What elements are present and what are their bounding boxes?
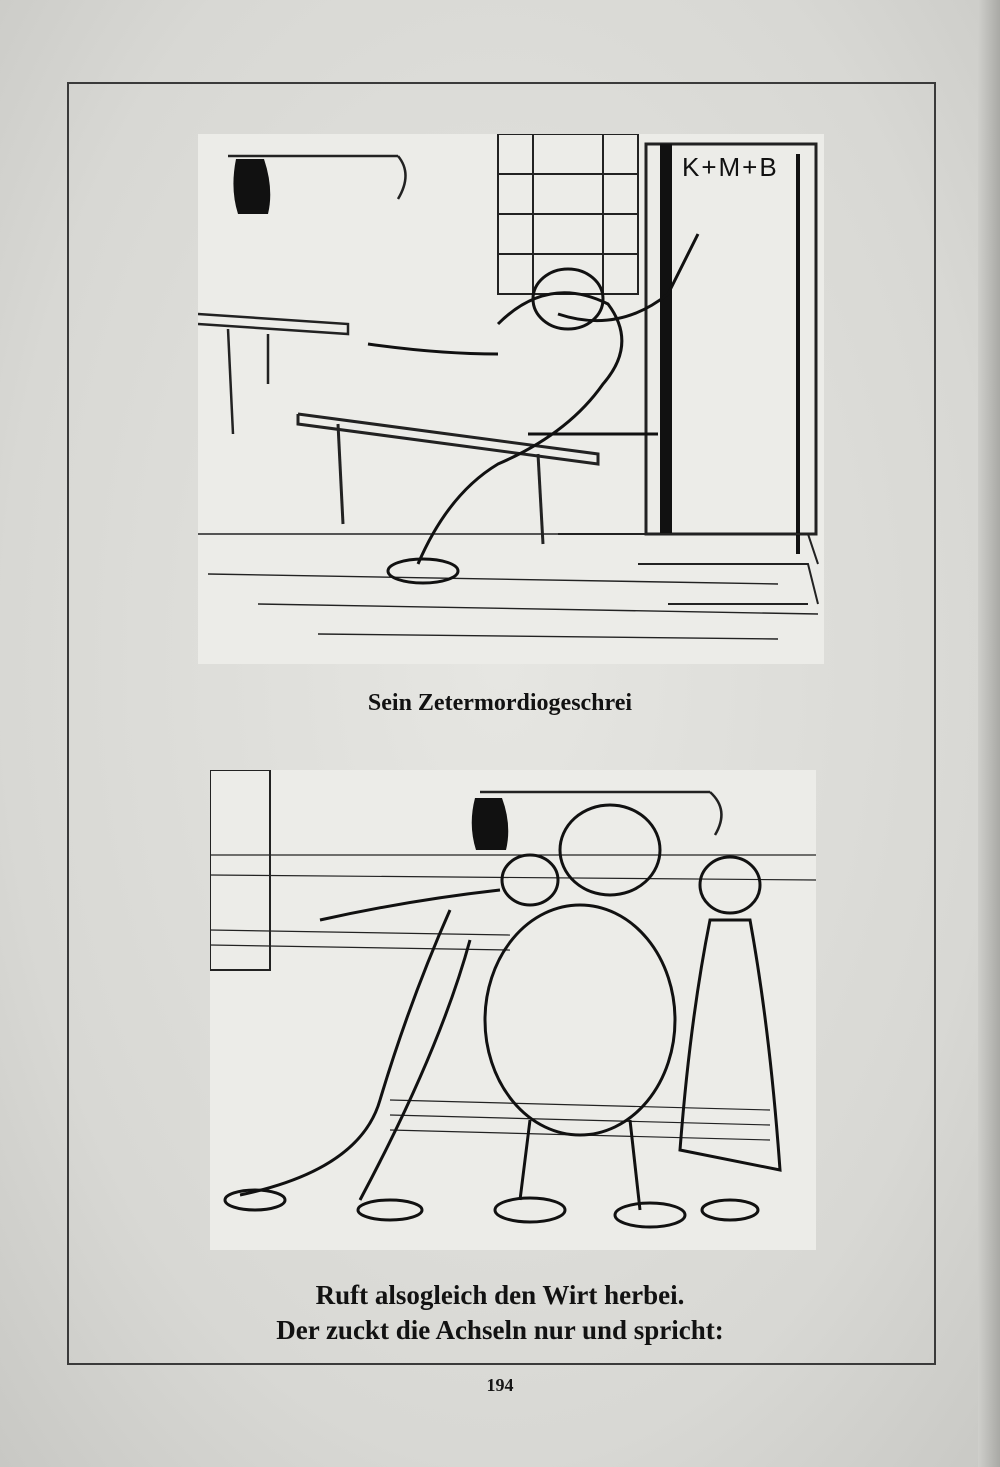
- illustration-man-kicking-door: [198, 134, 824, 664]
- illustration-innkeeper-scene: [210, 770, 816, 1250]
- caption-top: Sein Zetermordiogeschrei: [367, 690, 633, 716]
- illustration-bottom-drawing: [210, 770, 816, 1250]
- caption-bottom-line-2: Der zuckt die Achseln nur und spricht:: [276, 1315, 724, 1345]
- caption-bottom: [0, 1278, 1000, 1348]
- caption-bottom-line-1: Ruft alsogleich den Wirt herbei.: [315, 1280, 685, 1310]
- illustration-top-drawing: [198, 134, 824, 664]
- page-number: 194: [486, 1375, 514, 1395]
- page-edge-shadow: [978, 0, 1000, 1467]
- door-inscription: K+M+B: [682, 152, 779, 182]
